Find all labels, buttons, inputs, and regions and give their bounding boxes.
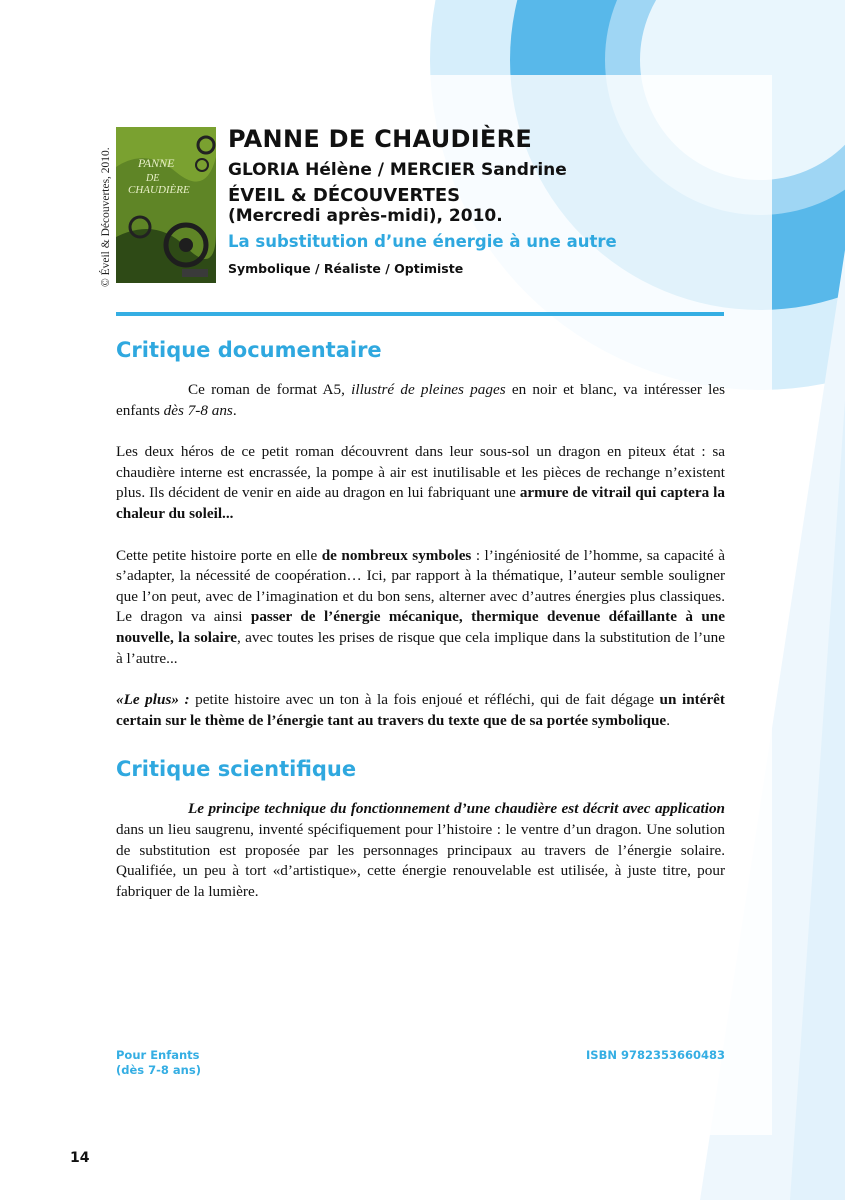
book-header (228, 124, 748, 277)
book-cover-image (116, 127, 216, 283)
documentaire-paragraph-1: Ce roman de format A5, illustré de pleines pages en noir et blanc, va intéresser les enfants dès 7-8 ans. (116, 381, 725, 419)
book-authors: GLORIA Hélène / MERCIER Sandrine (228, 160, 567, 180)
book-cover-illustration (116, 127, 216, 283)
audience-label (116, 1048, 201, 1078)
svg-text:DE: DE (146, 173, 160, 184)
documentaire-paragraph-4: «Le plus» : petite histoire avec un ton à la fois enjoué et réfléchi, qui de fait dégage un intérêt certain sur le thème de l’énergie tant au travers du texte que de sa portée symbolique. (116, 691, 725, 729)
svg-text:CHAUDIÈRE: CHAUDIÈRE (128, 184, 190, 196)
book-collection: (Mercredi après-midi), 2010. (228, 206, 503, 226)
documentaire-paragraph-3: Cette petite histoire porte en elle de nombreux symboles : l’ingéniosité de l’homme, sa capacité à s’adapter, la nécessité de coopération… Ici, par rapport à la thématique, l’auteur semble souligner que l’on peut, avec de l’imagination et du bon sens, alterner avec d’autres énergies plus classiques. Le dragon va ainsi passer de l’énergie mécanique, thermique devenue défaillante à une nouvelle, la solaire, avec toutes les prises de risque que cela implique dans la substitution de l’une à l’autre... (116, 546, 726, 667)
book-cover-title-line1: PANNE (138, 156, 175, 170)
book-theme: La substitution d’une énergie à une autre (228, 232, 617, 251)
page-number: 14 (70, 1150, 90, 1166)
book-tags: Symbolique / Réaliste / Optimiste (228, 261, 464, 276)
section-title-scientifique: Critique scientifique (116, 757, 357, 782)
isbn-label: ISBN 9782353660483 (586, 1048, 725, 1062)
header-divider (116, 312, 724, 316)
review-content (116, 336, 725, 902)
scientifique-paragraph-1: Le principe technique du fonctionnement d’une chaudière est décrit avec application dans un lieu saugrenu, inventé spécifiquement pour l’histoire : le ventre d’un dragon. Une solution de substitution est proposée par les personnages principaux au travers de l’énergie solaire. Qualifiée, un peu à tort «d’artistique», cette énergie renouvelable est utilisée, à juste titre, pour fabriquer de la lumière. (116, 800, 725, 900)
documentaire-paragraph-2: Les deux héros de ce petit roman découvrent dans leur sous-sol un dragon en piteux état : sa chaudière interne est encrassée, la pompe à air est inutilisable et les pièces de rechange n’existent plus. Ils décident de venir en aide au dragon en lui fabriquant une armure de vitrail qui captera la chaleur du soleil... (116, 443, 725, 522)
image-credit-text: © Éveil & Découvertes, 2010. (100, 147, 112, 287)
book-publisher: ÉVEIL & DÉCOUVERTES (228, 185, 461, 206)
image-credit (100, 127, 114, 287)
audience-line-1: Pour Enfants (116, 1048, 200, 1062)
audience-line-2: (dès 7-8 ans) (116, 1063, 201, 1077)
section-title-documentaire: Critique documentaire (116, 338, 382, 362)
book-title: PANNE DE CHAUDIÈRE (228, 125, 533, 153)
